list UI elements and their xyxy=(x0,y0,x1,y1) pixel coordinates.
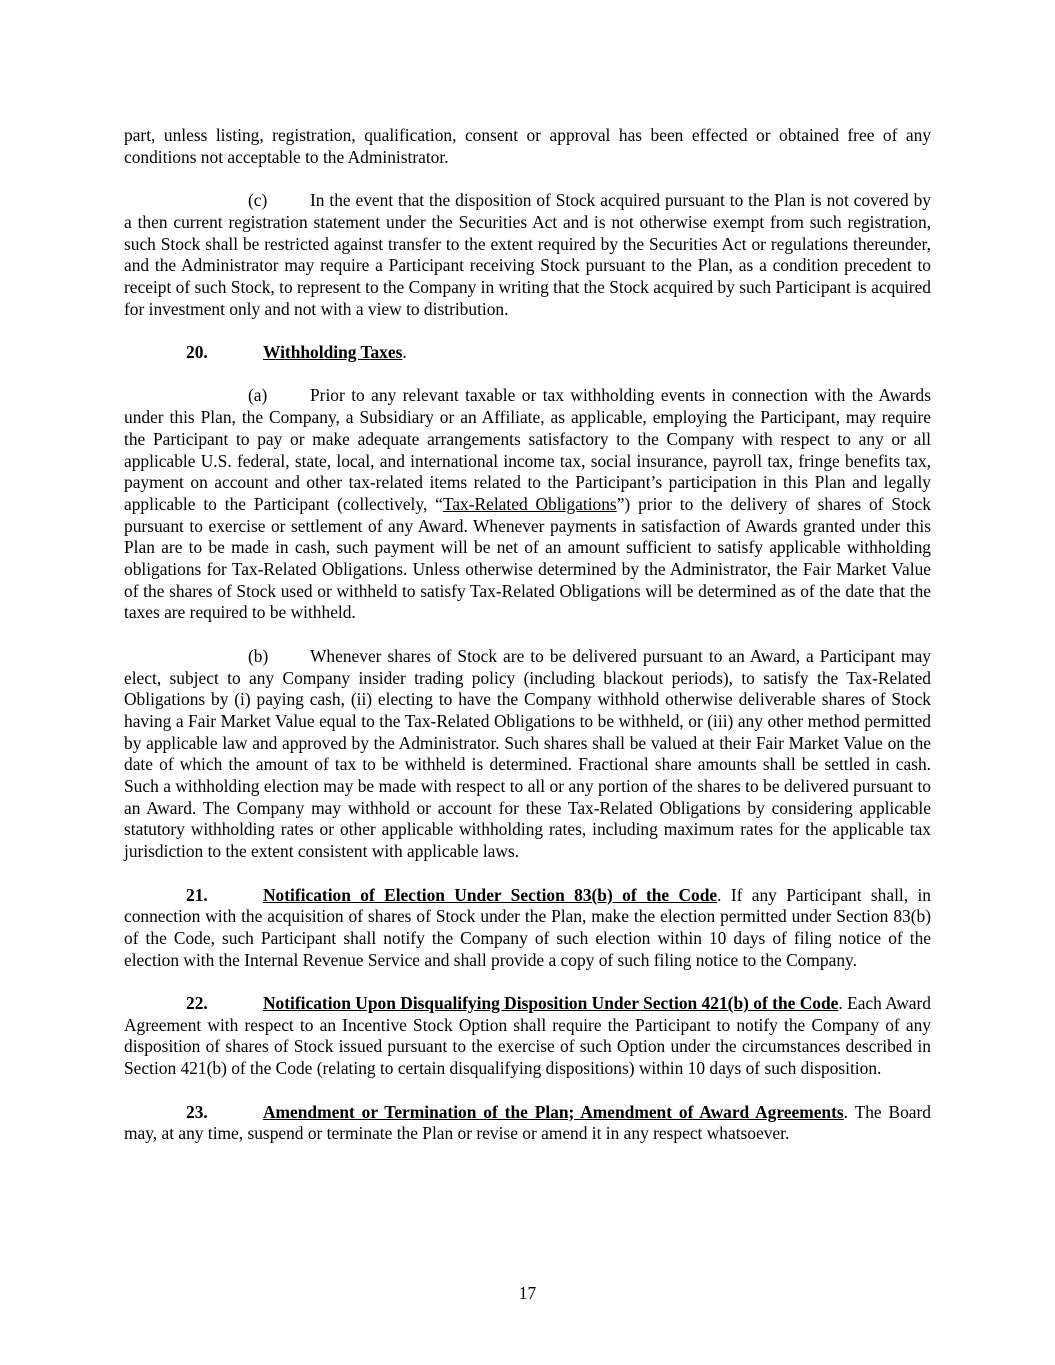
section-title: Notification Upon Disqualifying Disposition Under Section 421(b) of the Code xyxy=(263,993,839,1014)
section-21 xyxy=(124,885,931,972)
page-body xyxy=(124,125,931,1145)
section-number: 22. xyxy=(186,993,208,1014)
section-title: Notification of Election Under Section 83(b) of the Code xyxy=(263,884,718,905)
section-text: . Each Award Agreement with respect to an Incentive Stock Option shall require the Participant to notify the Company of any disposition of shares of Stock issued pursuant to the exercise of such Option under the circumstances described in Section 421(b) of the Code (relating to certain disqualifying dispositions) within 10 days of such disposition. xyxy=(124,993,931,1079)
section-title: Withholding Taxes xyxy=(263,342,403,362)
paragraph-20b xyxy=(124,646,931,863)
section-number: 21. xyxy=(186,884,208,905)
paragraph-label: (b) xyxy=(248,645,269,666)
paragraph-text: In the event that the disposition of Stock acquired pursuant to the Plan is not covered by a then current registration statement under the Securities Act and is not otherwise exempt from such registration, such Stock shall be restricted against transfer to the extent required by the Securities Act or regulations thereunder, and the Administrator may require a Participant receiving Stock pursuant to the Plan, as a condition precedent to receipt of such Stock, to represent to the Company in writing that the Stock acquired by such Participant is acquired for investment only and not with a view to distribution. xyxy=(124,190,931,319)
section-title-end: . xyxy=(402,342,407,362)
continuation-paragraph: part, unless listing, registration, qualification, consent or approval has been effected or obtained free of any conditions not acceptable to the Administrator. xyxy=(124,125,931,167)
paragraph-19c xyxy=(124,190,931,320)
section-23 xyxy=(124,1102,931,1145)
section-text: . If any Participant shall, in connection with the acquisition of shares of Stock under the Plan, make the election permitted under Section 83(b) of the Code, such Participant shall notify the Company of such election within 10 days of filing notice of the election with the Internal Revenue Service and shall provide a copy of such filing notice to the Company. xyxy=(124,884,931,970)
paragraph-text-continued: ”) prior to the delivery of shares of Stock pursuant to exercise or settlement of any Award. Whenever payments in satisfaction of Awards granted under this Plan are to be made in cash, such payment will be net of an amount sufficient to satisfy applicable withholding obligations for Tax-Related Obligations. Unless otherwise determined by the Administrator, the Fair Market Value of the shares of Stock used or withheld to satisfy Tax-Related Obligations will be determined as of the date that the taxes are required to be withheld. xyxy=(124,493,931,623)
section-number: 23. xyxy=(186,1101,208,1122)
section-20-heading xyxy=(124,342,931,364)
section-text: . The Board may, at any time, suspend or terminate the Plan or revise or amend it in any respect whatsoever. xyxy=(124,1101,931,1144)
paragraph-label: (a) xyxy=(248,385,268,406)
paragraph-label: (c) xyxy=(248,190,268,211)
defined-term: Tax-Related Obligations xyxy=(442,493,617,514)
section-22 xyxy=(124,993,931,1080)
paragraph-20a xyxy=(124,385,931,624)
paragraph-text: Prior to any relevant taxable or tax withholding events in connection with the Awards under this Plan, the Company, a Subsidiary or an Affiliate, as applicable, employing the Participant, may require the Participant to pay or make adequate arrangements satisfactory to the Company with respect to any or all applicable U.S. federal, state, local, and international income tax, social insurance, payroll tax, fringe benefits tax, payment on account and other tax-related items related to the Participant’s participation in this Plan and legally applicable to the Participant (collectively, “ xyxy=(124,385,931,514)
section-number: 20. xyxy=(186,342,208,362)
section-title: Amendment or Termination of the Plan; Amendment of Award Agreements xyxy=(263,1101,844,1122)
paragraph-text: Whenever shares of Stock are to be delivered pursuant to an Award, a Participant may elect, subject to any Company insider trading policy (including blackout periods), to satisfy the Tax-Related Obligations by (i) paying cash, (ii) electing to have the Company withhold otherwise deliverable shares of Stock having a Fair Market Value equal to the Tax-Related Obligations to be withheld, or (iii) any other method permitted by applicable law and approved by the Administrator. Such shares shall be valued at their Fair Market Value on the date of which the amount of tax to be withheld is determined. Fractional share amounts shall be settled in cash. Such a withholding election may be made with respect to all or any portion of the shares to be delivered pursuant to an Award. The Company may withhold or account for these Tax-Related Obligations by considering applicable statutory withholding rates or other applicable withholding rates, including maximum rates for the applicable tax jurisdiction to the extent consistent with applicable laws. xyxy=(124,645,931,862)
page-number: 17 xyxy=(518,1283,537,1303)
